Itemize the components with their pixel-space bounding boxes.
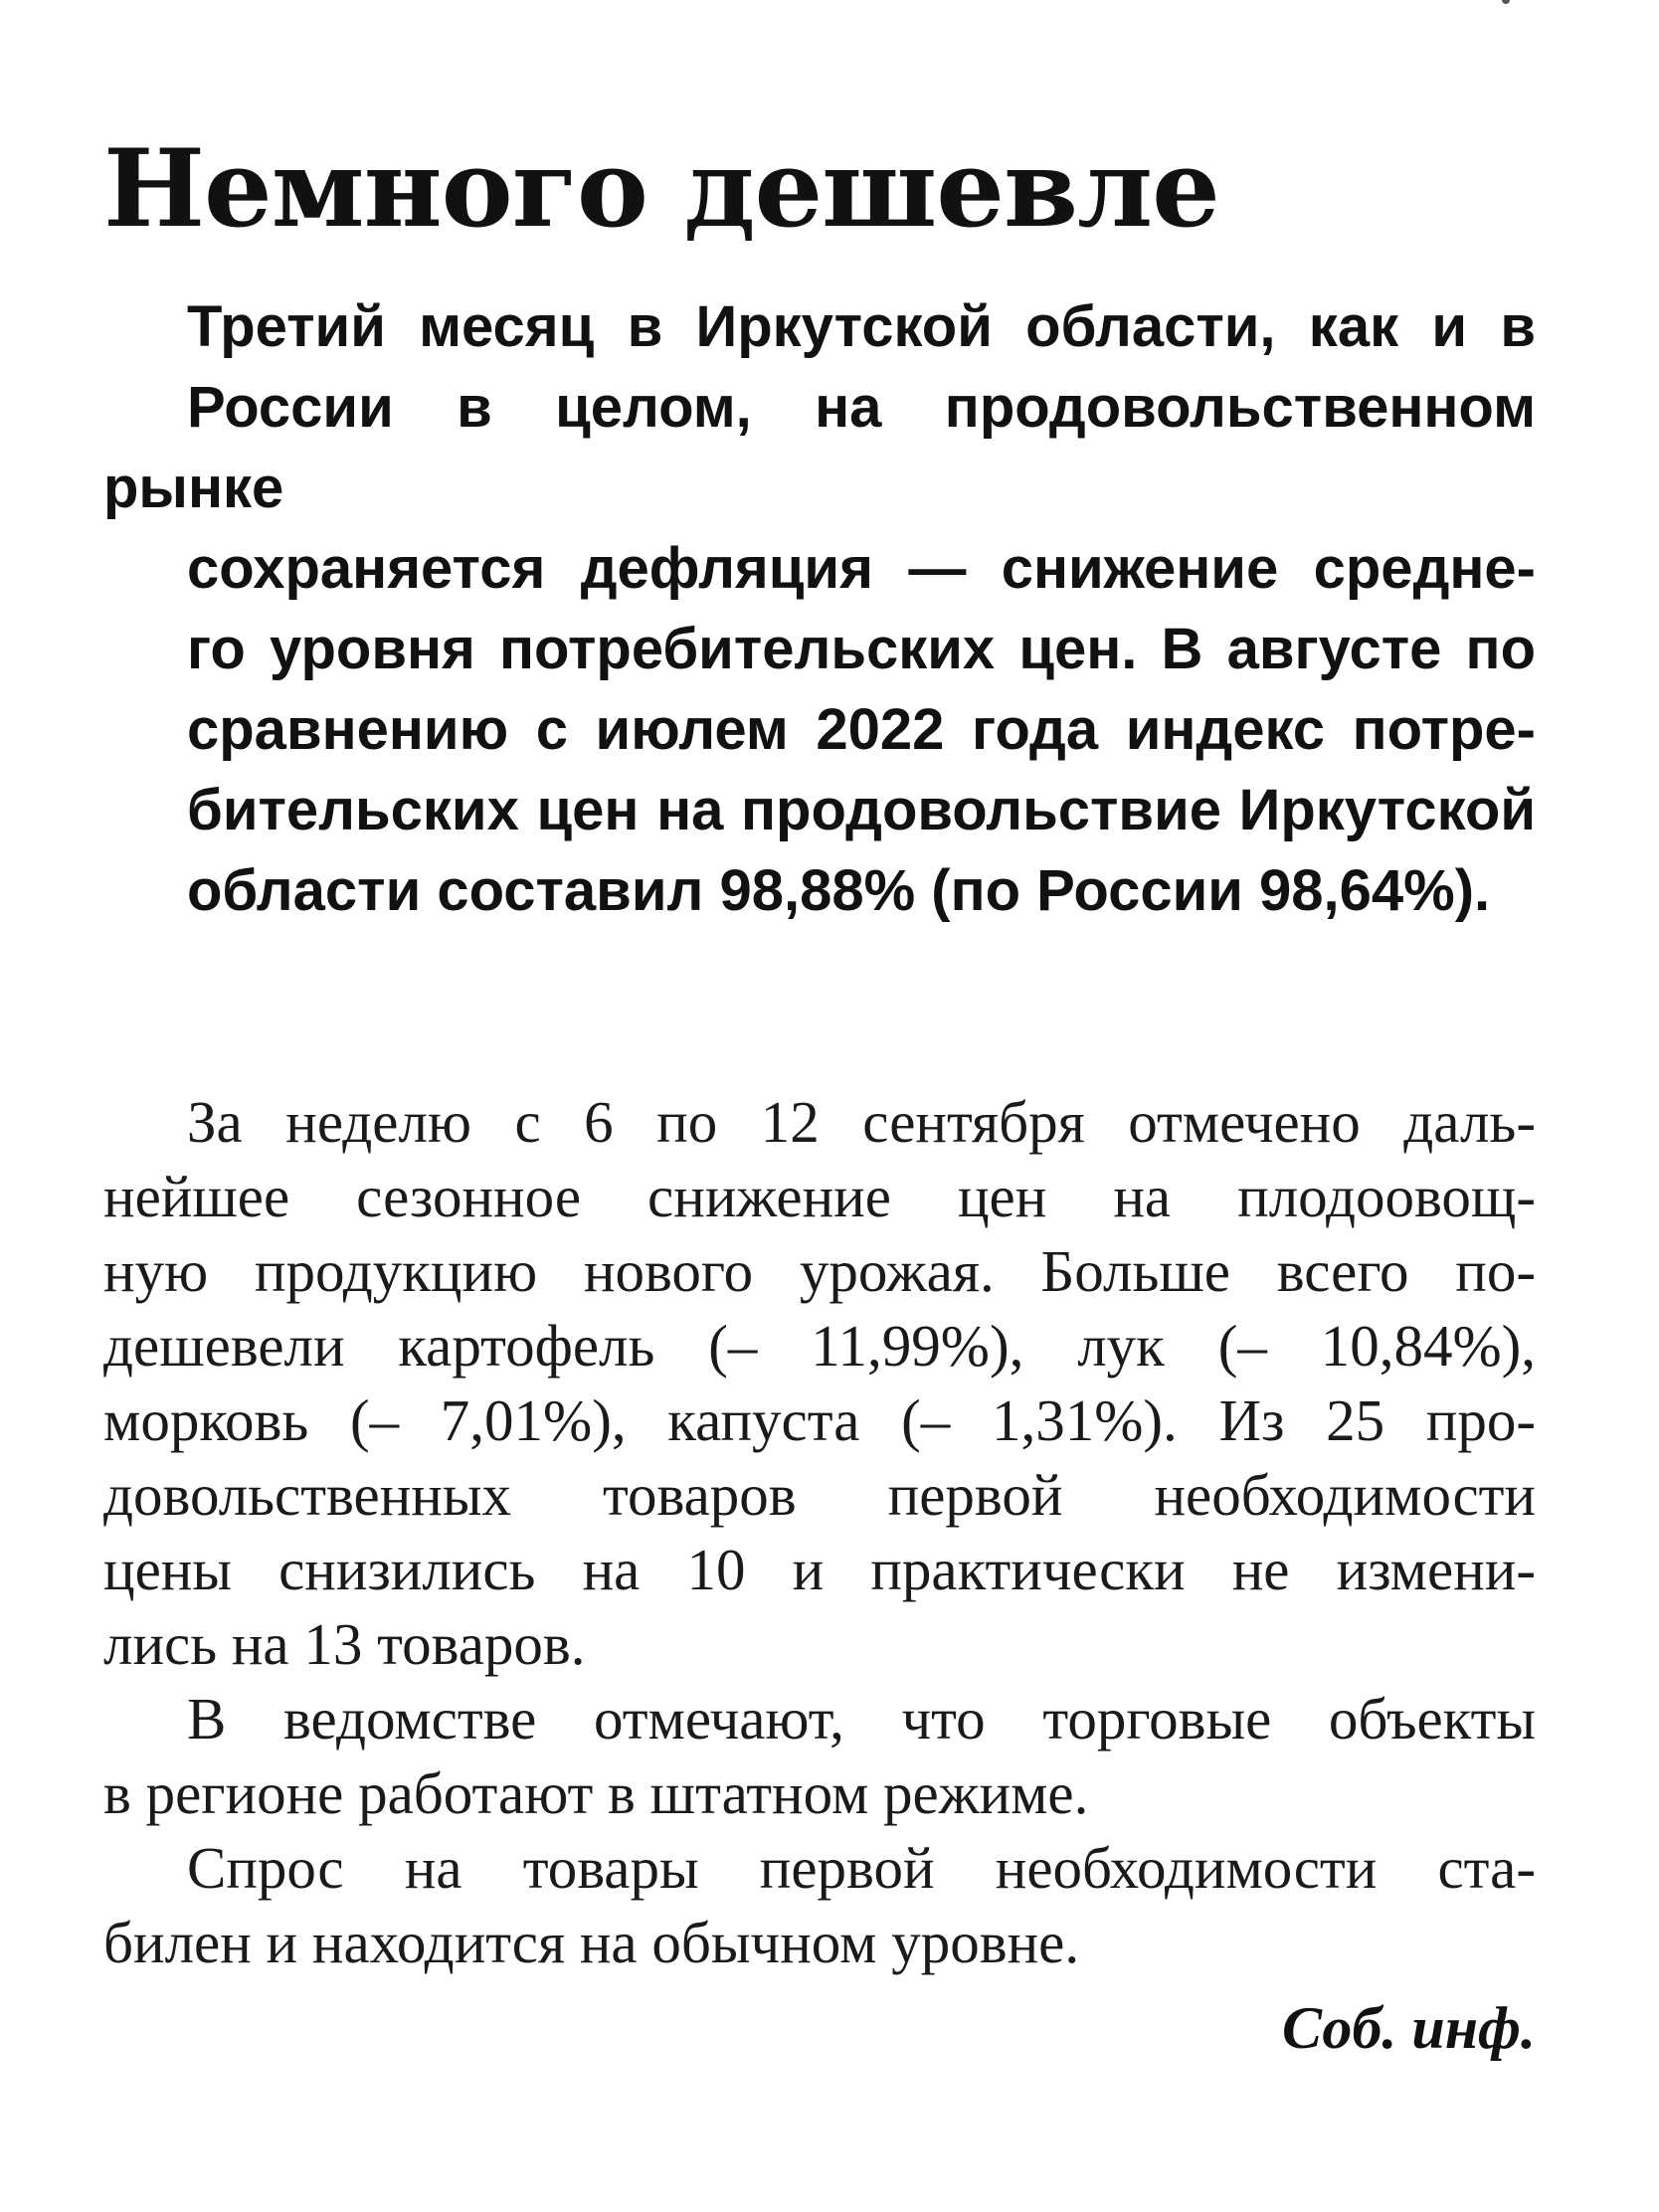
body-line: дешевели картофель (– 11,99%), лук (– 10,84%), bbox=[103, 1313, 1536, 1379]
lead-line: области составил 98,88% (по России 98,64%). bbox=[187, 858, 1491, 923]
body-line: билен и находится на обычном уровне. bbox=[103, 1910, 1080, 1975]
lead-line: сравнению с июлем 2022 года индекс потре- bbox=[187, 697, 1536, 762]
author-signature: Соб. инф. bbox=[1282, 1995, 1536, 2061]
page-corner-mark bbox=[1502, 0, 1510, 4]
lead-line: Третий месяц в Иркутской области, как и в bbox=[187, 294, 1536, 359]
body-line: ную продукцию нового урожая. Больше всего по- bbox=[103, 1238, 1536, 1304]
body-line: В ведомстве отмечают, что торговые объекты bbox=[187, 1686, 1536, 1751]
body-line: цены снизились на 10 и практически не измени- bbox=[103, 1537, 1536, 1602]
body-line: За неделю с 6 по 12 сентября отмечено даль- bbox=[187, 1089, 1536, 1155]
article bbox=[103, 119, 1536, 2068]
body-paragraph-2 bbox=[103, 1682, 1536, 1831]
body-paragraph-1 bbox=[103, 1085, 1536, 1682]
body-line: морковь (– 7,01%), капуста (– 1,31%). Из 25 про- bbox=[103, 1387, 1536, 1453]
body-line: в регионе работают в штатном режиме. bbox=[103, 1760, 1089, 1826]
lead-paragraph bbox=[103, 286, 1536, 931]
lead-line: России в целом, на продовольственном рынке bbox=[103, 375, 1536, 520]
body-line: нейшее сезонное снижение цен на плодоовощ- bbox=[103, 1164, 1536, 1229]
body-line: довольственных товаров первой необходимости bbox=[103, 1462, 1536, 1528]
lead-line: го уровня потребительских цен. В августе по bbox=[187, 617, 1536, 681]
lead-line: бительских цен на продовольствие Иркутской bbox=[187, 778, 1536, 842]
body-paragraph-3 bbox=[103, 1831, 1536, 1980]
headline: Немного дешевле bbox=[103, 126, 1219, 252]
article-body bbox=[103, 1085, 1536, 2068]
body-line: Спрос на товары первой необходимости ста- bbox=[187, 1835, 1536, 1901]
lead-line: сохраняется дефляция — снижение средне- bbox=[187, 536, 1536, 601]
body-line: лись на 13 товаров. bbox=[103, 1611, 586, 1677]
